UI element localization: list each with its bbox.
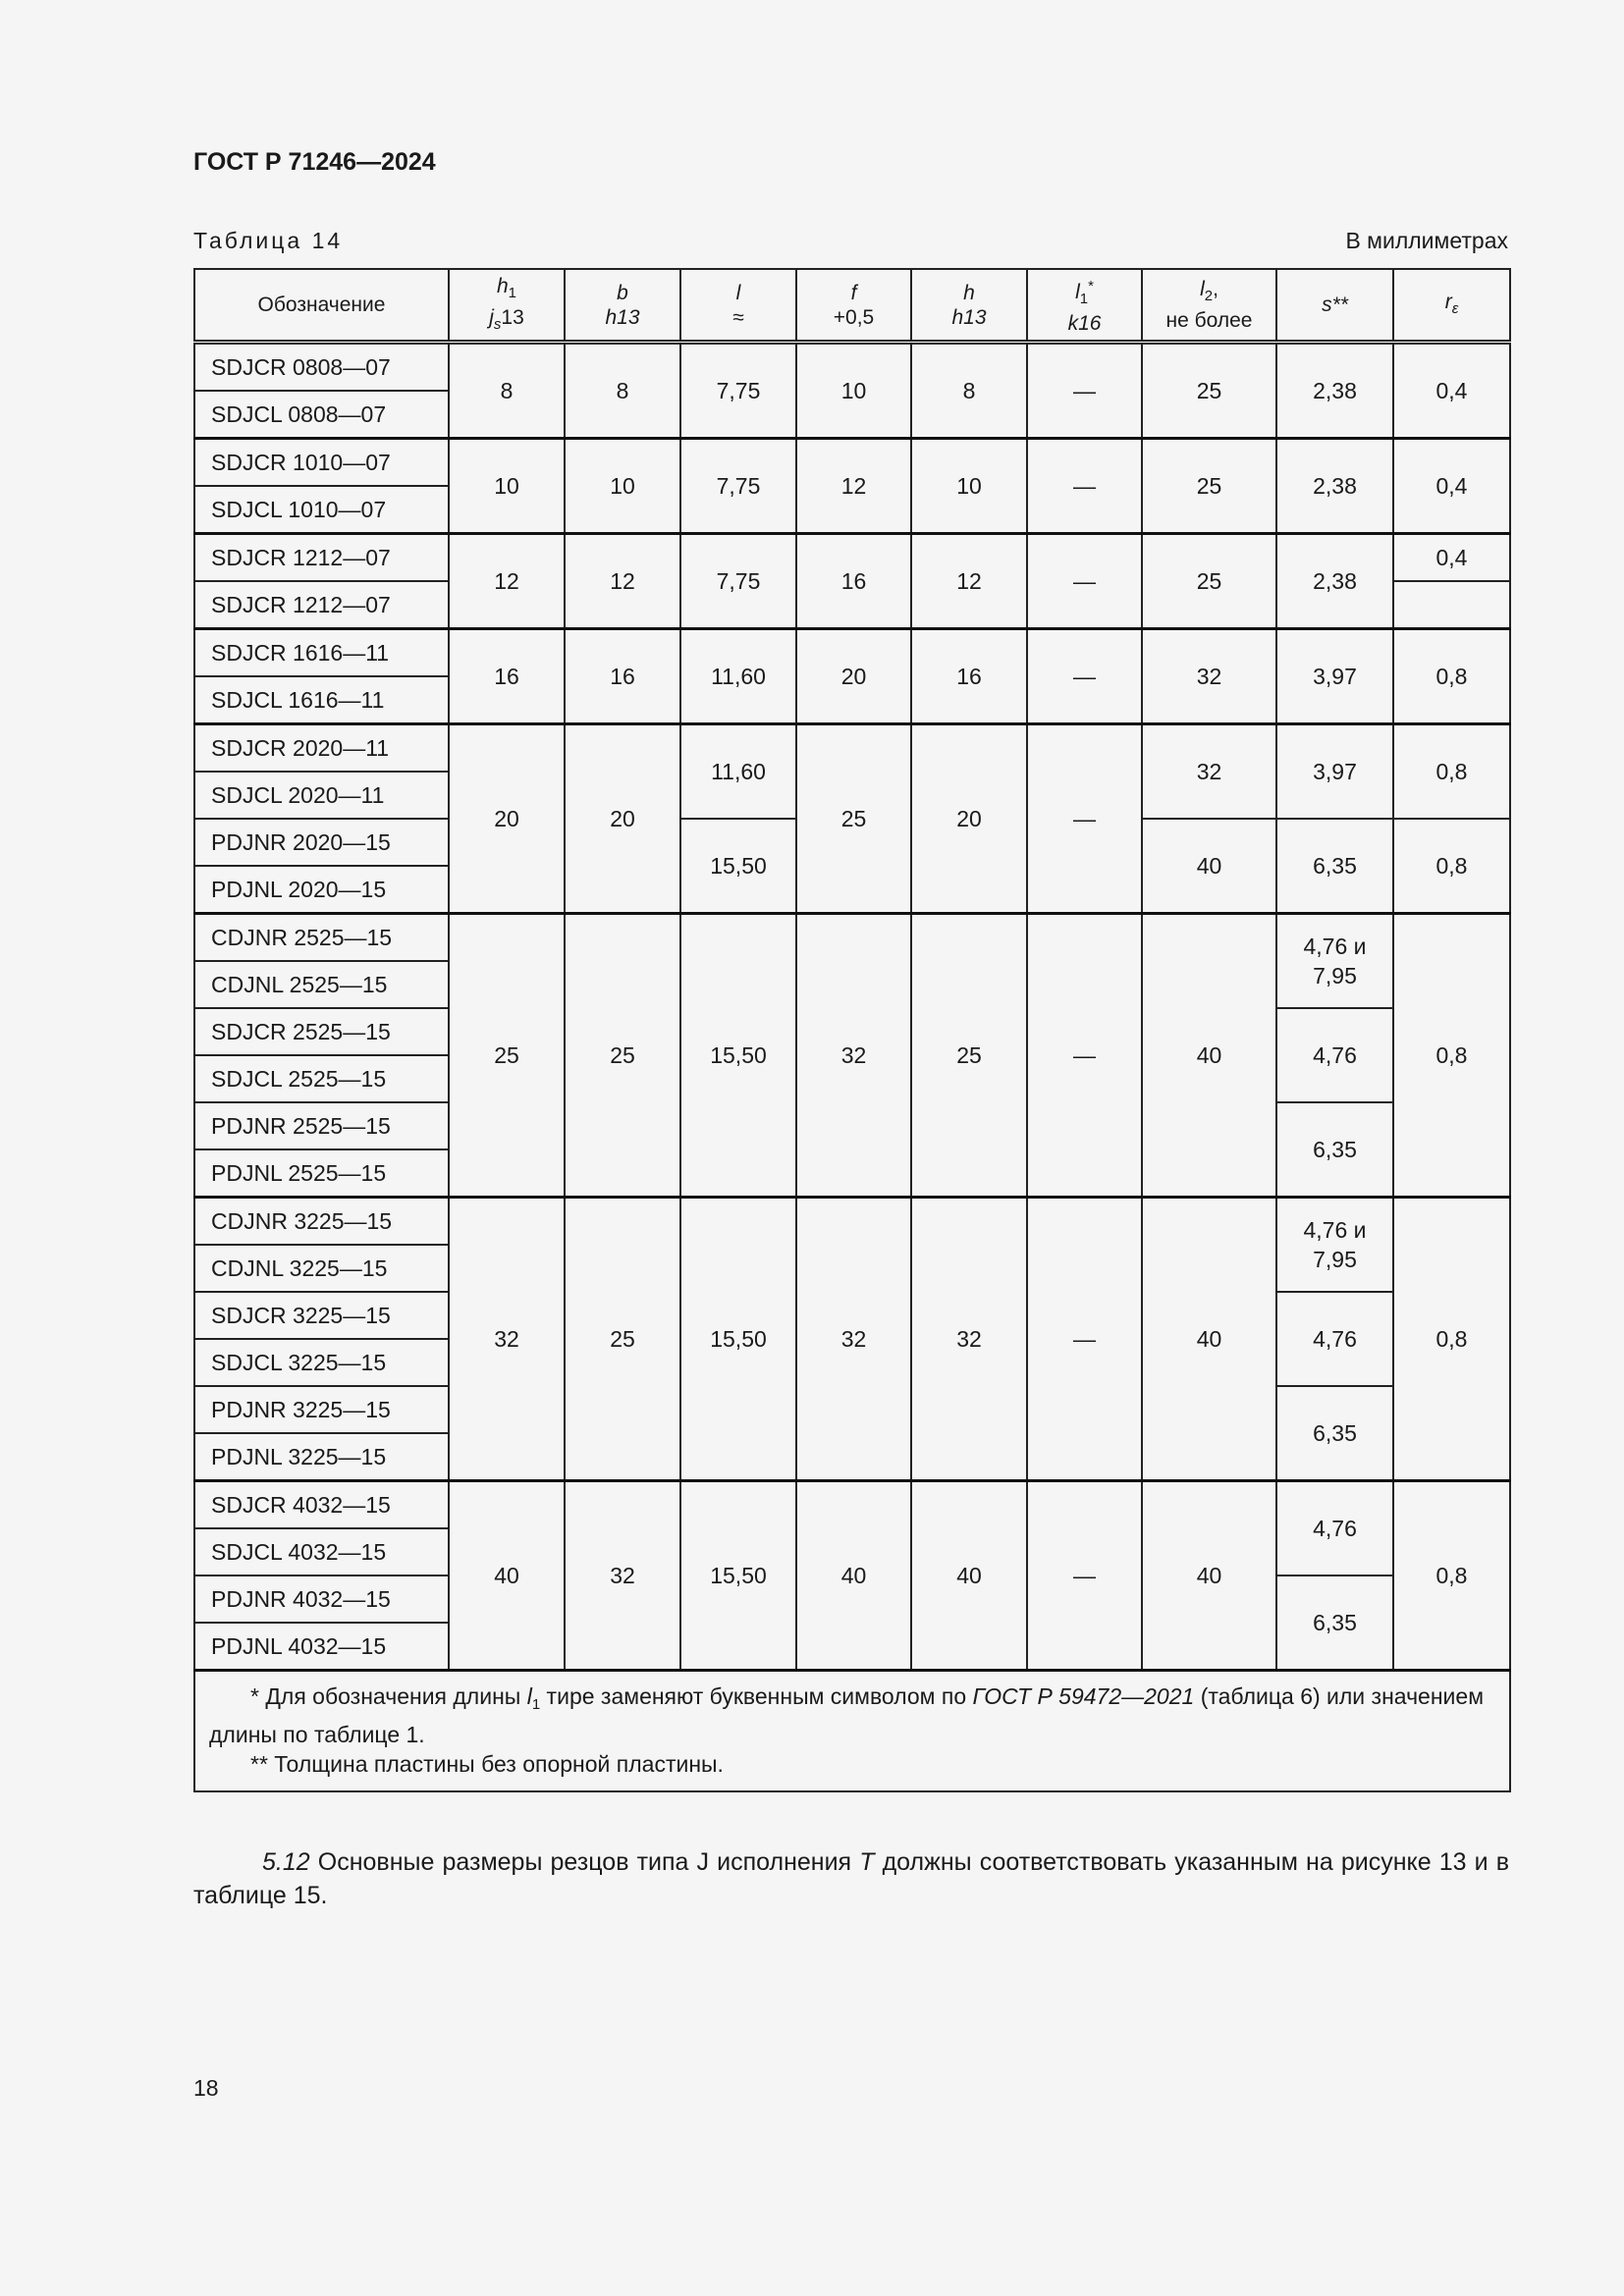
l-cell: 11,60	[680, 724, 796, 820]
s-cell: 4,76 и 7,95	[1276, 1198, 1393, 1293]
s-cell: 6,35	[1276, 1102, 1393, 1198]
h1-cell: 10	[449, 439, 565, 534]
r-cell: 0,8	[1393, 914, 1510, 1198]
l1-cell: —	[1027, 439, 1142, 534]
designation-cell: SDJCL 2020—11	[194, 772, 449, 819]
s-cell: 2,38	[1276, 343, 1393, 439]
l1-cell: —	[1027, 724, 1142, 914]
h-cell: 25	[911, 914, 1027, 1198]
table-row	[194, 343, 1510, 392]
l1-cell: —	[1027, 534, 1142, 629]
s-cell: 4,76 и 7,95	[1276, 914, 1393, 1009]
designation-cell: SDJCR 2020—11	[194, 724, 449, 773]
table-header-row	[194, 269, 1510, 343]
designation-cell: SDJCL 0808—07	[194, 391, 449, 439]
designation-cell: PDJNL 4032—15	[194, 1623, 449, 1671]
designation-cell: SDJCR 4032—15	[194, 1481, 449, 1529]
s-cell: 2,38	[1276, 439, 1393, 534]
designation-cell: PDJNL 2020—15	[194, 866, 449, 914]
designation-cell: PDJNL 2525—15	[194, 1149, 449, 1198]
l1-cell: —	[1027, 629, 1142, 724]
document-code: ГОСТ Р 71246—2024	[193, 148, 436, 176]
l-cell: 15,50	[680, 914, 796, 1198]
h-cell: 10	[911, 439, 1027, 534]
header-f: f +0,5	[796, 269, 911, 343]
r-cell: 0,4	[1393, 534, 1510, 582]
s-cell: 2,38	[1276, 534, 1393, 629]
designation-cell: PDJNR 4032—15	[194, 1575, 449, 1623]
designation-cell: SDJCR 1212—07	[194, 581, 449, 629]
f-cell: 16	[796, 534, 911, 629]
s-cell: 6,35	[1276, 819, 1393, 914]
footnote-2: ** Толщина пластины без опорной пластины.	[250, 1751, 724, 1777]
table-row	[194, 1198, 1510, 1246]
l2-cell: 40	[1142, 819, 1276, 914]
l-cell: 7,75	[680, 439, 796, 534]
b-cell: 8	[565, 343, 680, 439]
table-caption: Таблица 14	[193, 228, 344, 253]
l-cell: 15,50	[680, 1481, 796, 1671]
f-cell: 40	[796, 1481, 911, 1671]
b-cell: 20	[565, 724, 680, 914]
b-cell: 10	[565, 439, 680, 534]
designation-cell: PDJNR 3225—15	[194, 1386, 449, 1433]
s-cell: 3,97	[1276, 629, 1393, 724]
b-cell: 25	[565, 1198, 680, 1481]
f-cell: 32	[796, 1198, 911, 1481]
header-s: s**	[1276, 269, 1393, 343]
header-b: b h13	[565, 269, 680, 343]
dimensions-table	[193, 268, 1511, 1792]
header-r: $r_\varepsilon$	[1393, 269, 1510, 343]
h1-cell: 32	[449, 1198, 565, 1481]
h1-cell: 8	[449, 343, 565, 439]
l-cell: 7,75	[680, 534, 796, 629]
header-l1: $l_1^*$ k16	[1027, 269, 1142, 343]
s-cell: 4,76	[1276, 1008, 1393, 1102]
header-h: h h13	[911, 269, 1027, 343]
designation-cell: SDJCL 3225—15	[194, 1339, 449, 1386]
h-cell: 16	[911, 629, 1027, 724]
h-cell: 40	[911, 1481, 1027, 1671]
header-h1: $h_1$ $j_s13$	[449, 269, 565, 343]
b-cell: 12	[565, 534, 680, 629]
footnote-1: * Для обозначения длины $l_1$ тире заменяют буквенным символом по ГОСТ Р 59472—2021 (таблица 6) или значением длины по таблице 1.	[209, 1683, 1484, 1747]
r-cell: 0,4	[1393, 439, 1510, 534]
h-cell: 20	[911, 724, 1027, 914]
designation-cell: PDJNR 2525—15	[194, 1102, 449, 1149]
designation-cell: SDJCR 3225—15	[194, 1292, 449, 1339]
s-cell: 6,35	[1276, 1575, 1393, 1671]
table-row	[194, 1481, 1510, 1529]
table-row	[194, 724, 1510, 773]
l1-cell: —	[1027, 914, 1142, 1198]
l2-cell: 32	[1142, 629, 1276, 724]
f-cell: 10	[796, 343, 911, 439]
l2-cell: 40	[1142, 1481, 1276, 1671]
l2-cell: 40	[1142, 914, 1276, 1198]
page-number: 18	[193, 2075, 219, 2101]
b-cell: 32	[565, 1481, 680, 1671]
designation-cell: CDJNR 2525—15	[194, 914, 449, 962]
designation-cell: SDJCR 2525—15	[194, 1008, 449, 1055]
designation-cell: CDJNL 2525—15	[194, 961, 449, 1008]
s-cell: 3,97	[1276, 724, 1393, 820]
designation-cell: SDJCR 0808—07	[194, 343, 449, 392]
l2-cell: 40	[1142, 1198, 1276, 1481]
table-notes-row	[194, 1671, 1510, 1792]
h1-cell: 40	[449, 1481, 565, 1671]
designation-cell: SDJCL 1010—07	[194, 486, 449, 534]
f-cell: 25	[796, 724, 911, 914]
designation-cell: SDJCR 1212—07	[194, 534, 449, 582]
table-notes	[194, 1671, 1510, 1792]
r-cell: 0,8	[1393, 724, 1510, 820]
s-cell: 4,76	[1276, 1481, 1393, 1576]
l-cell: 15,50	[680, 1198, 796, 1481]
h-cell: 8	[911, 343, 1027, 439]
designation-cell: CDJNR 3225—15	[194, 1198, 449, 1246]
f-cell: 20	[796, 629, 911, 724]
l-cell: 15,50	[680, 819, 796, 914]
h1-cell: 25	[449, 914, 565, 1198]
f-cell: 32	[796, 914, 911, 1198]
designation-cell: SDJCL 4032—15	[194, 1528, 449, 1575]
designation-cell: SDJCL 2525—15	[194, 1055, 449, 1102]
l2-cell: 25	[1142, 534, 1276, 629]
s-cell: 4,76	[1276, 1292, 1393, 1386]
designation-cell: PDJNL 3225—15	[194, 1433, 449, 1481]
section-paragraph: 5.12 Основные размеры резцов типа J исполнения T должны соответствовать указанным на рисунке 13 и в таблице 15.	[193, 1848, 1509, 1909]
r-cell: 0,4	[1393, 343, 1510, 439]
s-cell: 6,35	[1276, 1386, 1393, 1481]
l-cell: 7,75	[680, 343, 796, 439]
table-row	[194, 439, 1510, 487]
r-cell: 0,8	[1393, 819, 1510, 914]
table-row	[194, 914, 1510, 962]
table-units: В миллиметрах	[1345, 228, 1508, 253]
l-cell: 11,60	[680, 629, 796, 724]
table-row	[194, 534, 1510, 582]
r-cell: 0,8	[1393, 1481, 1510, 1671]
h-cell: 32	[911, 1198, 1027, 1481]
r-cell: 0,8	[1393, 1198, 1510, 1481]
header-l2: $l_2$, не более	[1142, 269, 1276, 343]
l2-cell: 32	[1142, 724, 1276, 820]
h1-cell: 12	[449, 534, 565, 629]
h1-cell: 16	[449, 629, 565, 724]
h-cell: 12	[911, 534, 1027, 629]
r-cell-empty	[1393, 581, 1510, 629]
l2-cell: 25	[1142, 439, 1276, 534]
r-cell: 0,8	[1393, 629, 1510, 724]
l1-cell: —	[1027, 1481, 1142, 1671]
designation-cell: SDJCR 1616—11	[194, 629, 449, 677]
b-cell: 25	[565, 914, 680, 1198]
header-designation: Обозначение	[194, 269, 449, 343]
designation-cell: SDJCL 1616—11	[194, 676, 449, 724]
h1-cell: 20	[449, 724, 565, 914]
b-cell: 16	[565, 629, 680, 724]
l1-cell: —	[1027, 1198, 1142, 1481]
l1-cell: —	[1027, 343, 1142, 439]
f-cell: 12	[796, 439, 911, 534]
designation-cell: CDJNL 3225—15	[194, 1245, 449, 1292]
designation-cell: PDJNR 2020—15	[194, 819, 449, 866]
designation-cell: SDJCR 1010—07	[194, 439, 449, 487]
header-l: l ≈	[680, 269, 796, 343]
table-row	[194, 629, 1510, 677]
l2-cell: 25	[1142, 343, 1276, 439]
